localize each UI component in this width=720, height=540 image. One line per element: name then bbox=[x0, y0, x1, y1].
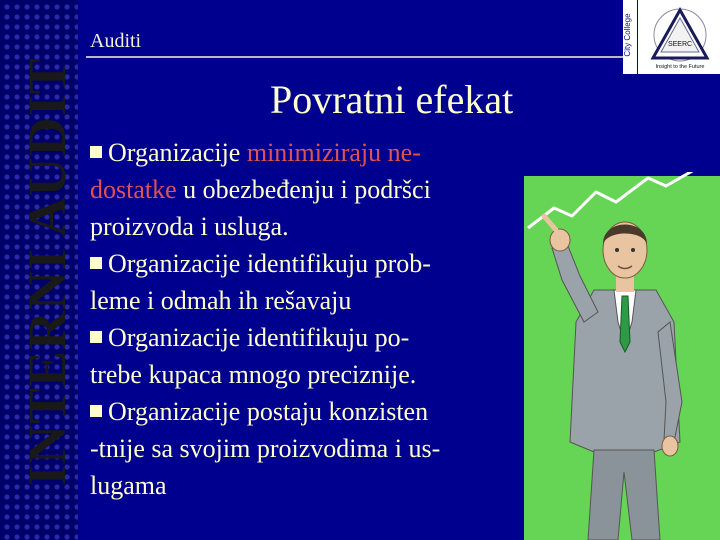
body-text-segment: Organizacije identifikuju prob- bbox=[108, 249, 431, 278]
body-line bbox=[90, 393, 510, 430]
body-line bbox=[90, 134, 510, 171]
left-hand bbox=[662, 436, 678, 456]
body-text-segment: Organizacije bbox=[108, 138, 247, 167]
body-text-segment: u obezbeđenju i podršci bbox=[176, 175, 431, 204]
body-text bbox=[90, 134, 510, 504]
body-text-segment: proizvoda i usluga. bbox=[90, 212, 289, 241]
slide-title: Povratni efekat bbox=[270, 77, 514, 122]
body-line bbox=[90, 171, 510, 208]
body-text-segment: -tnije sa svojim proizvodima i us- bbox=[90, 434, 441, 463]
logo-divider bbox=[637, 0, 638, 74]
header-divider bbox=[86, 56, 642, 58]
logo-triangle-icon bbox=[643, 2, 717, 72]
body-line bbox=[90, 467, 510, 504]
body-line bbox=[90, 245, 510, 282]
bullet-square-icon bbox=[90, 257, 102, 269]
bullet-square-icon bbox=[90, 331, 102, 343]
bullet-square-icon bbox=[90, 146, 102, 158]
highlighted-text: minimiziraju ne- bbox=[246, 138, 421, 167]
hand bbox=[550, 229, 570, 251]
necktie bbox=[620, 296, 630, 352]
logo-vertical-text: City College bbox=[623, 13, 632, 57]
body-text-segment: Organizacije postaju konzisten bbox=[108, 397, 429, 426]
body-text-segment: Organizacije identifikuju po- bbox=[108, 323, 410, 352]
highlighted-text: dostatke bbox=[90, 175, 177, 204]
header-label: Auditi bbox=[90, 30, 142, 52]
logo-triangle-text: SEERC bbox=[667, 41, 693, 48]
college-logo bbox=[623, 0, 720, 74]
body-text-segment: lugama bbox=[90, 471, 167, 500]
body-line bbox=[90, 282, 510, 319]
body-line bbox=[90, 208, 510, 245]
eye-right bbox=[631, 248, 635, 252]
logo-caption: Insight to the Future bbox=[655, 64, 705, 70]
body-text-segment: leme i odmah ih rešavaju bbox=[90, 286, 352, 315]
body-line bbox=[90, 356, 510, 393]
body-line bbox=[90, 319, 510, 356]
bullet-square-icon bbox=[90, 405, 102, 417]
body-text-segment: trebe kupaca mnogo preciznije. bbox=[90, 360, 417, 389]
sidebar-panel bbox=[0, 0, 78, 540]
sidebar-title: INTERNI AUDIT bbox=[17, 57, 77, 486]
eye-left bbox=[615, 248, 619, 252]
body-line bbox=[90, 430, 510, 467]
businessman-illustration bbox=[524, 172, 720, 540]
